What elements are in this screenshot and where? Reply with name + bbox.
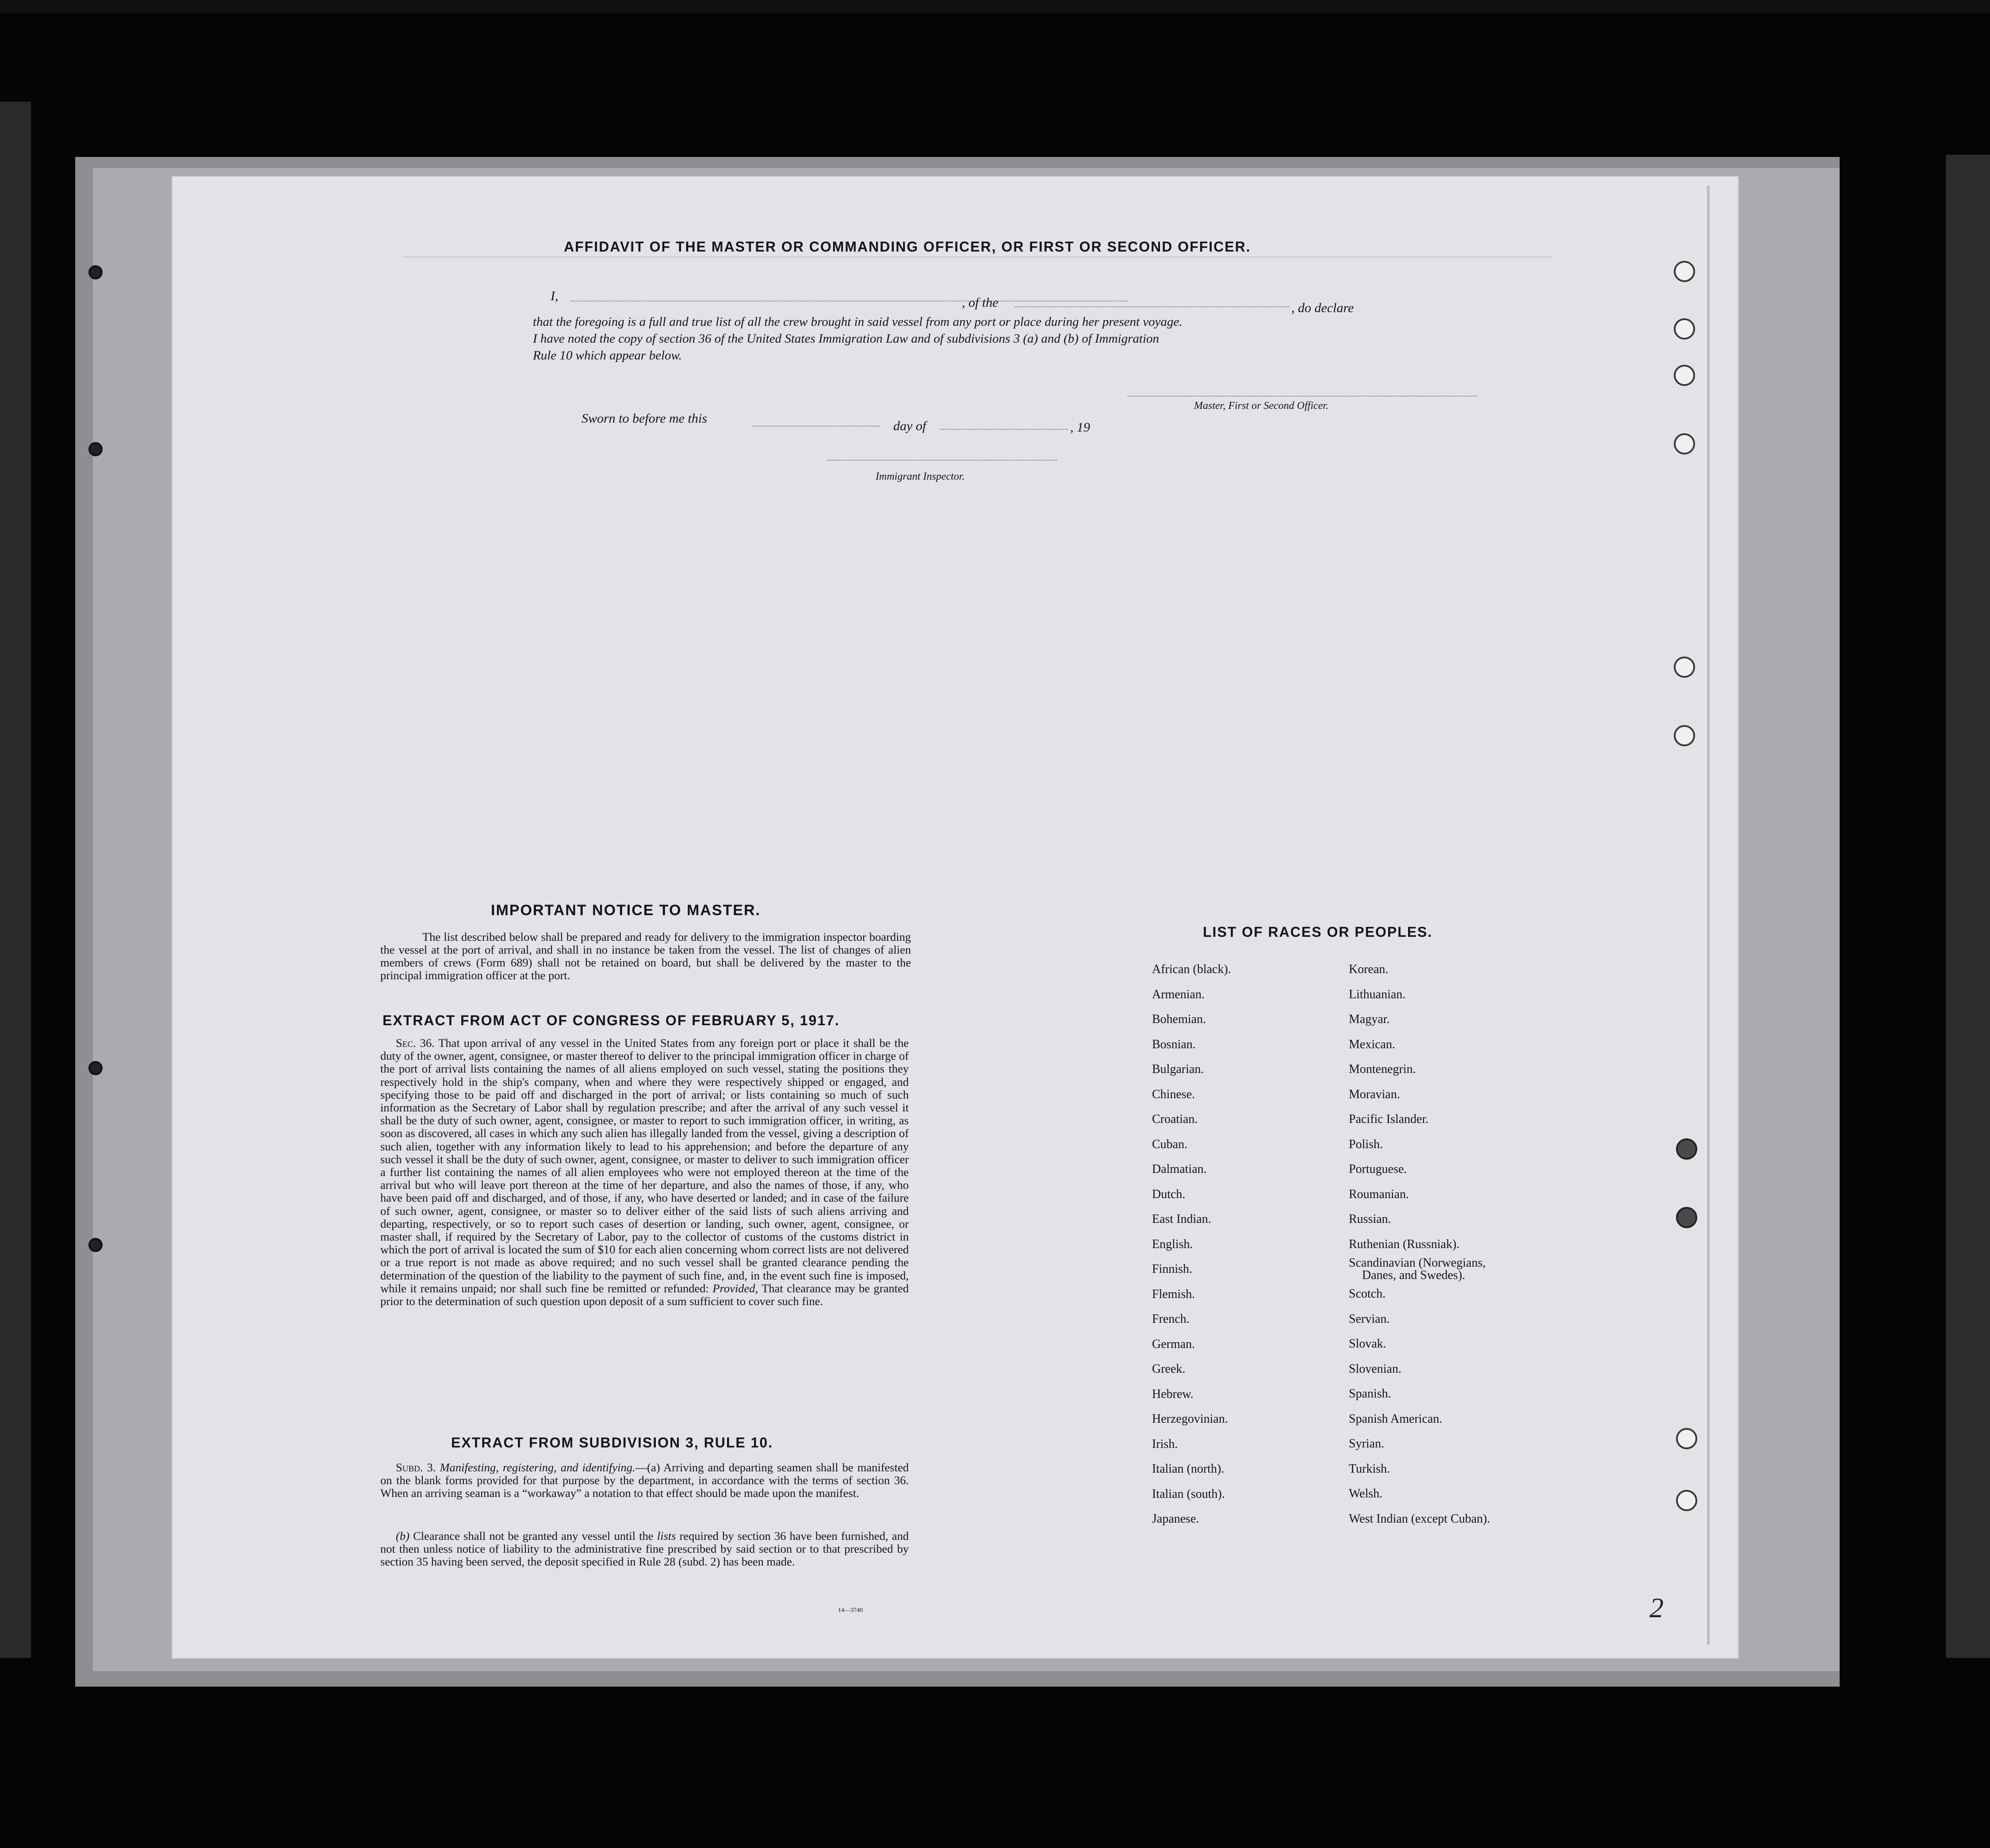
para-b-text-2: required by section 36 have been furnished, and not then unless notice of liability to the administrative fine prescribed by said section or to that prescribed by section 35 having been served, the deposit specified in Rule 28 (subd. 2) has been made. bbox=[380, 1529, 909, 1569]
race-item: French. bbox=[1152, 1312, 1190, 1326]
act-extract-title: EXTRACT FROM ACT OF CONGRESS OF FEBRUARY 5, 1917. bbox=[383, 1012, 840, 1028]
race-item: Croatian. bbox=[1152, 1112, 1198, 1126]
race-item: Danes, and Swedes). bbox=[1362, 1268, 1466, 1282]
para-b-prefix: (b) bbox=[396, 1529, 409, 1543]
right-margin-edge bbox=[1707, 186, 1710, 1645]
day-of-label: day of bbox=[893, 419, 926, 433]
binder-hole bbox=[88, 1061, 103, 1075]
race-item: Russian. bbox=[1349, 1212, 1391, 1226]
punch-hole bbox=[1676, 1138, 1697, 1160]
race-item: Herzegovinian. bbox=[1152, 1412, 1228, 1426]
bleed-through bbox=[402, 256, 1552, 275]
race-item: Finnish. bbox=[1152, 1262, 1193, 1276]
para-b-lists: lists bbox=[657, 1529, 676, 1543]
film-top-band bbox=[0, 0, 1990, 13]
sworn-month-blank bbox=[940, 429, 1068, 430]
document-page bbox=[172, 177, 1738, 1658]
race-item: Dalmatian. bbox=[1152, 1162, 1207, 1176]
binder-hole bbox=[88, 1238, 103, 1252]
affidavit-i-label: I, bbox=[551, 289, 559, 303]
race-item: Magyar. bbox=[1349, 1012, 1390, 1026]
race-item: Greek. bbox=[1152, 1362, 1186, 1376]
para-a-prefix: —(a) bbox=[635, 1461, 660, 1474]
race-item: Hebrew. bbox=[1152, 1387, 1194, 1401]
races-left-column bbox=[1152, 957, 1231, 1532]
notice-body-text: The list described below shall be prepared and ready for delivery to the immigration inspector boarding the vessel at the port of arrival, and shall in no instance be taken from the vessel. The list of changes of alien members of crews (Form 689) shall not be retained on board, but shall be delivered by the master to the principal immigration officer at the port. bbox=[380, 930, 911, 982]
inspector-line bbox=[827, 460, 1057, 461]
race-item: West Indian (except Cuban). bbox=[1349, 1512, 1490, 1526]
punch-hole bbox=[1674, 433, 1695, 454]
race-item: Montenegrin. bbox=[1349, 1062, 1416, 1076]
race-item: Bosnian. bbox=[1152, 1037, 1196, 1051]
race-item: Slovak. bbox=[1349, 1337, 1386, 1351]
race-item: Moravian. bbox=[1349, 1087, 1400, 1101]
film-border-left bbox=[0, 102, 31, 1658]
punch-hole bbox=[1674, 365, 1695, 386]
year-label: , 19 bbox=[1070, 420, 1090, 435]
punch-hole bbox=[1676, 1490, 1697, 1511]
page-mark: 2 bbox=[1649, 1592, 1664, 1623]
race-item: Japanese. bbox=[1152, 1512, 1199, 1526]
section-label: Sec. 36. bbox=[396, 1036, 435, 1050]
race-item: Portuguese. bbox=[1349, 1162, 1407, 1176]
affidavit-line-4: Rule 10 which appear below. bbox=[533, 348, 682, 363]
affidavit-title: AFFIDAVIT OF THE MASTER OR COMMANDING OFFICER, OR FIRST OR SECOND OFFICER. bbox=[564, 239, 1251, 255]
section-36-end: That clearance may be granted prior to the determination of such question upon deposit of a sum sufficient to cover such fine. bbox=[380, 1281, 909, 1308]
rule-extract-title: EXTRACT FROM SUBDIVISION 3, RULE 10. bbox=[451, 1435, 773, 1451]
race-item: Flemish. bbox=[1152, 1287, 1195, 1301]
binder-hole bbox=[88, 265, 103, 279]
race-item: Welsh. bbox=[1349, 1487, 1383, 1501]
race-item: German. bbox=[1152, 1337, 1195, 1351]
race-item: African (black). bbox=[1152, 962, 1231, 976]
punch-hole bbox=[1676, 1428, 1697, 1449]
provided-label: Provided, bbox=[712, 1281, 758, 1295]
race-item: Chinese. bbox=[1152, 1087, 1195, 1101]
race-item: Polish. bbox=[1349, 1137, 1383, 1151]
film-border-right bbox=[1946, 155, 1990, 1658]
race-item: Spanish American. bbox=[1349, 1412, 1443, 1426]
race-item: Lithuanian. bbox=[1349, 987, 1406, 1001]
para-b-text-1: Clearance shall not be granted any vessel until the bbox=[413, 1529, 654, 1543]
races-right-column bbox=[1349, 957, 1490, 1531]
affidavit-line-2: that the foregoing is a full and true list of all the crew brought in said vessel from any port or place during her present voyage. bbox=[533, 315, 1183, 329]
affidavit-do-declare-label: , do declare bbox=[1291, 301, 1354, 315]
form-number: 14—3740 bbox=[838, 1607, 863, 1614]
act-extract-body bbox=[380, 1037, 909, 1308]
race-item: Italian (south). bbox=[1152, 1487, 1225, 1501]
affidavit-of-the-label: , of the bbox=[962, 295, 999, 310]
race-item: Bulgarian. bbox=[1152, 1062, 1204, 1076]
vessel-blank bbox=[1015, 306, 1289, 307]
punch-hole bbox=[1674, 657, 1695, 678]
race-item: Servian. bbox=[1349, 1312, 1390, 1326]
race-item: Slovenian. bbox=[1349, 1362, 1401, 1376]
subd-label: Subd. 3. bbox=[396, 1461, 436, 1474]
race-item: Scotch. bbox=[1349, 1287, 1386, 1301]
race-item: English. bbox=[1152, 1237, 1193, 1251]
race-item: Italian (north). bbox=[1152, 1462, 1225, 1476]
race-item: Cuban. bbox=[1152, 1137, 1188, 1151]
race-item: Roumanian. bbox=[1349, 1187, 1409, 1201]
race-item: Ruthenian (Russniak). bbox=[1349, 1237, 1460, 1251]
inspector-caption: Immigrant Inspector. bbox=[876, 471, 965, 482]
subd-heading: Manifesting, registering, and identifying. bbox=[440, 1461, 635, 1474]
rule-extract-para-a bbox=[380, 1461, 909, 1500]
punch-hole bbox=[1676, 1207, 1697, 1228]
punch-hole bbox=[1674, 318, 1695, 340]
notice-body bbox=[380, 931, 911, 982]
punch-hole bbox=[1674, 725, 1695, 746]
race-item: Bohemian. bbox=[1152, 1012, 1206, 1026]
affidavit-line-3: I have noted the copy of section 36 of the United States Immigration Law and of subdivisions 3 (a) and (b) of Immigration bbox=[533, 332, 1160, 346]
sworn-day-blank bbox=[752, 426, 880, 427]
rule-extract-para-b bbox=[380, 1530, 909, 1569]
race-item: Armenian. bbox=[1152, 987, 1205, 1001]
sworn-label: Sworn to before me this bbox=[582, 411, 707, 426]
para-a-text: Arriving and departing seamen shall be manifested on the blank forms provided for that purpose by the department, in accordance with the terms of section 36. When an arriving seaman is a “workaway” a notation to that effect should be made upon the manifest. bbox=[380, 1461, 909, 1500]
punch-hole bbox=[1674, 261, 1695, 282]
binder-hole bbox=[88, 442, 103, 456]
race-item: Mexican. bbox=[1349, 1037, 1395, 1051]
notice-title: IMPORTANT NOTICE TO MASTER. bbox=[491, 902, 761, 919]
race-item: Korean. bbox=[1349, 962, 1389, 976]
race-item: Dutch. bbox=[1152, 1187, 1186, 1201]
race-item: Turkish. bbox=[1349, 1462, 1390, 1476]
signature-line bbox=[1128, 396, 1477, 397]
name-blank bbox=[570, 301, 1128, 302]
section-36-text: That upon arrival of any vessel in the United States from any foreign port or place it shall be the duty of the owner, agent, consignee, or master thereof to deliver to the principal immigration officer in charge of the port of arrival lists containing the names of all aliens employed on such vessel, stating the positions they respectively hold in the ship's company, when and where they were respectively shipped or engaged, and specifying those to be paid off and discharged in the port of arrival; or lists containing so much of such information as the Secretary of Labor shall by regulation prescribe; and after the arrival of any such vessel it shall be the duty of such owner, agent, consignee, or master to report to such immigration officer, in writing, as soon as discovered, all cases in which any such alien has illegally landed from the vessel, giving a description of such alien, together with any information likely to lead to his apprehension; and before the departure of any such vessel it shall be the duty of such owner, agent, consignee, or master to deliver to such immigration officer a further list containing the names of all alien employees who were not employed thereon at the time of the arrival but who will leave port thereon at the time of her departure, and also the names of those, if any, who have been paid off and discharged, and of those, if any, who have deserted or landed; and in case of the failure of such owner, agent, consignee, or master so to deliver either of the said lists of such aliens arriving and departing, respectively, or so to report such cases of desertion or landing, such owner, agent, consignee, or master shall, if required by the Secretary of Labor, pay to the collector of customs of the customs district in which the port of arrival is located the sum of $10 for each alien concerning whom correct lists are not delivered or a true report is not made as above required; and no such vessel shall be granted clearance pending the determination of the question of the liability to the payment of such fine, and, in the event such fine is imposed, while it remains unpaid; nor shall such fine be remitted or refunded: bbox=[380, 1036, 909, 1295]
race-item: Syrian. bbox=[1349, 1437, 1385, 1451]
signature-caption: Master, First or Second Officer. bbox=[1194, 400, 1328, 412]
race-item: East Indian. bbox=[1152, 1212, 1211, 1226]
races-title: LIST OF RACES OR PEOPLES. bbox=[1203, 924, 1433, 940]
race-item: Scandinavian (Norwegians, bbox=[1349, 1256, 1486, 1270]
race-item: Spanish. bbox=[1349, 1387, 1391, 1401]
race-item: Pacific Islander. bbox=[1349, 1112, 1429, 1126]
race-item: Irish. bbox=[1152, 1437, 1178, 1451]
